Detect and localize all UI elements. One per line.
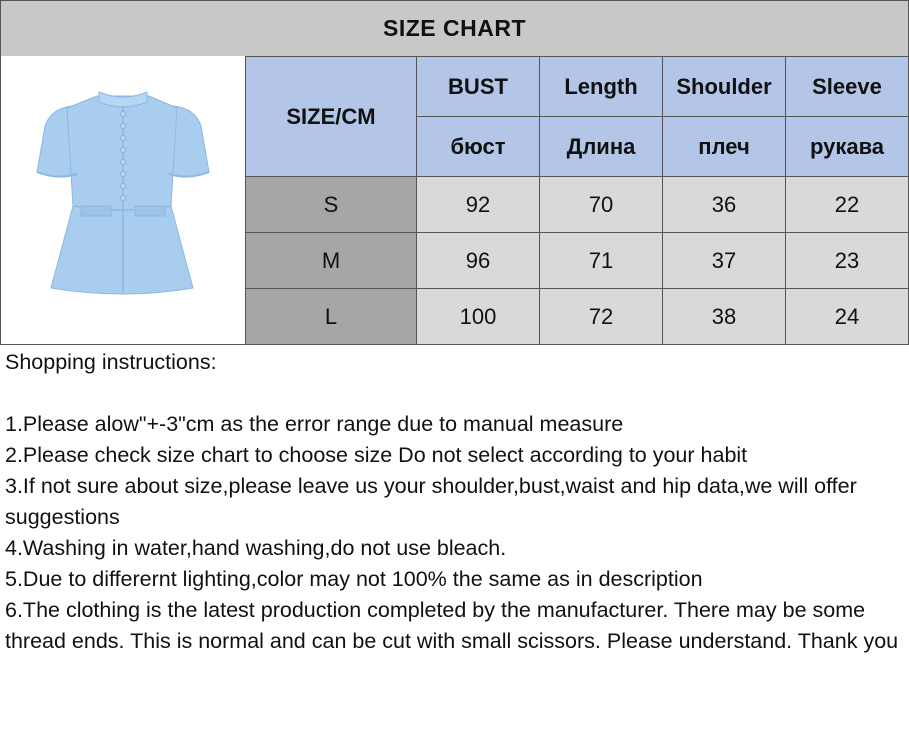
- bust-header-ru: бюст: [417, 117, 540, 177]
- table-row: [246, 233, 909, 289]
- length-header-ru: Длина: [540, 117, 663, 177]
- table-row: [246, 177, 909, 233]
- length-value: 71: [540, 233, 663, 289]
- shopping-instructions: [5, 347, 907, 657]
- shoulder-value: 36: [663, 177, 786, 233]
- instruction-item: 4.Washing in water,hand washing,do not use bleach.: [5, 536, 507, 560]
- bust-value: 96: [417, 233, 540, 289]
- length-value: 72: [540, 289, 663, 345]
- instruction-item: 6.The clothing is the latest production completed by the manufacturer. There may be some thread ends. This is normal and can be cut with small scissors. Please understand. Thank you: [5, 598, 899, 653]
- instruction-item: 3.If not sure about size,please leave us your shoulder,bust,waist and hip data,we will offer suggestions: [5, 474, 857, 529]
- shoulder-value: 38: [663, 289, 786, 345]
- size-label: S: [246, 177, 417, 233]
- bust-value: 100: [417, 289, 540, 345]
- length-header: Length: [540, 57, 663, 117]
- instructions-heading: Shopping instructions:: [5, 350, 217, 374]
- length-value: 70: [540, 177, 663, 233]
- size-table: [245, 56, 909, 345]
- size-chart-title: SIZE CHART: [0, 0, 909, 57]
- bust-value: 92: [417, 177, 540, 233]
- shoulder-header-ru: плеч: [663, 117, 786, 177]
- instruction-item: 1.Please alow"+-3"cm as the error range due to manual measure: [5, 412, 624, 436]
- table-row: [246, 289, 909, 345]
- instruction-item: 2.Please check size chart to choose size Do not select according to your habit: [5, 443, 748, 467]
- bust-header: BUST: [417, 57, 540, 117]
- size-cm-header: SIZE/CM: [246, 57, 417, 177]
- sleeve-value: 23: [786, 233, 909, 289]
- header-row-en: [246, 57, 909, 117]
- sleeve-header-ru: рукава: [786, 117, 909, 177]
- instruction-item: 5.Due to differernt lighting,color may not 100% the same as in description: [5, 567, 703, 591]
- blouse-icon: [1, 56, 246, 344]
- shoulder-value: 37: [663, 233, 786, 289]
- size-label: L: [246, 289, 417, 345]
- sleeve-value: 24: [786, 289, 909, 345]
- size-label: M: [246, 233, 417, 289]
- sleeve-value: 22: [786, 177, 909, 233]
- sleeve-header: Sleeve: [786, 57, 909, 117]
- product-photo: [0, 56, 247, 345]
- shoulder-header: Shoulder: [663, 57, 786, 117]
